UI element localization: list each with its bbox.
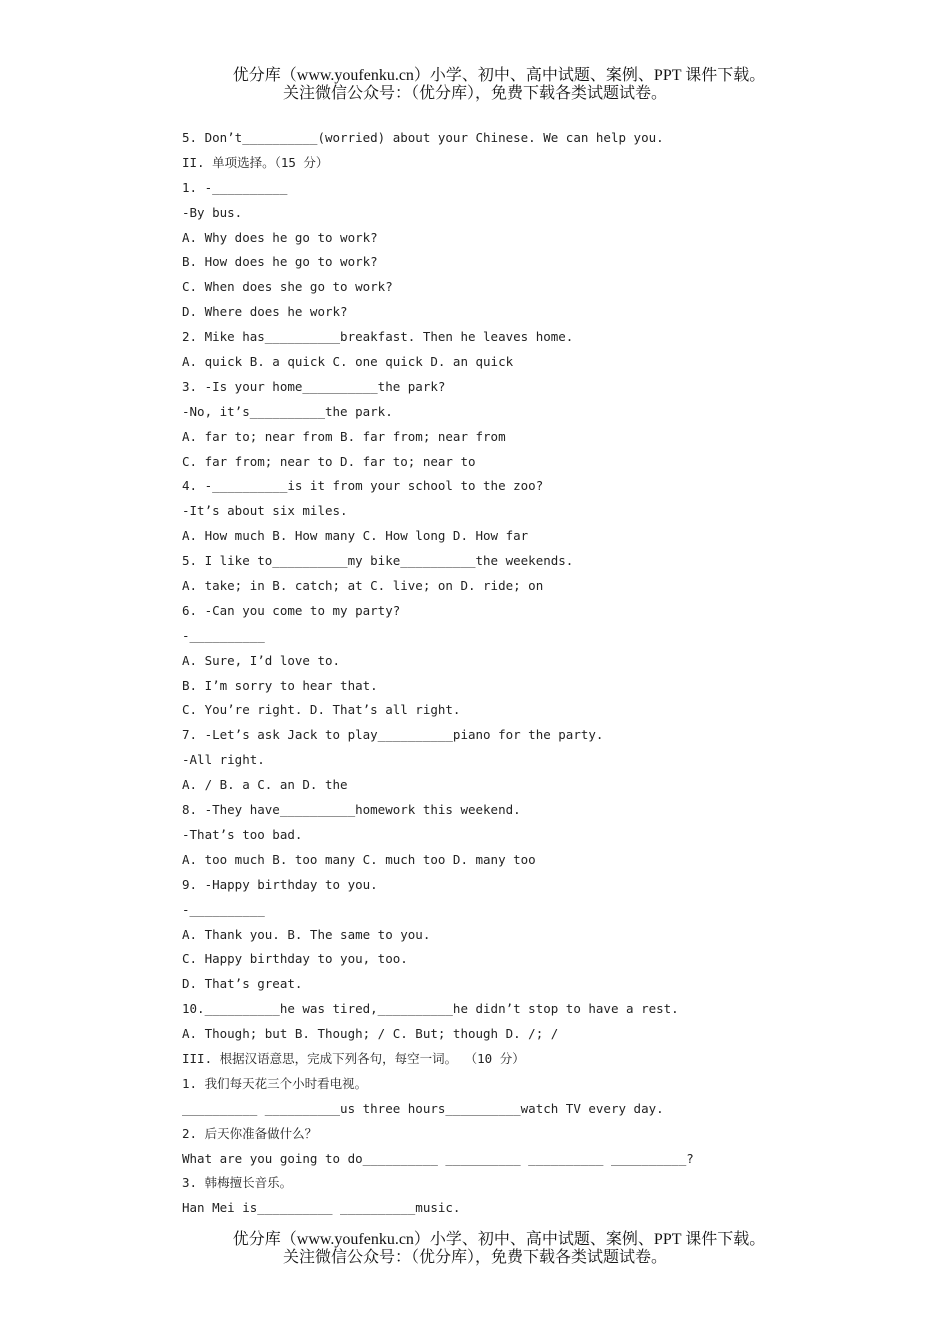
text-line: __________ __________us three hours__________watch TV every day. (182, 1100, 664, 1116)
page-footer (0, 1231, 950, 1267)
text-line: -__________ (182, 901, 265, 917)
text-line: -All right. (182, 752, 265, 768)
header-site-line: 优分库（www.youfenku.cn）小学、初中、高中试题、案例、PPT 课件下载。 (232, 67, 766, 84)
text-line: A. / B. a C. an D. the (182, 777, 348, 793)
text-line: 8. -They have__________homework this weekend. (182, 802, 521, 818)
text-line: A. quick B. a quick C. one quick D. an quick (182, 354, 514, 370)
text-line: III. 根据汉语意思，完成下列各句，每空一词。 （10 分） (182, 1050, 525, 1066)
text-line: A. Thank you. B. The same to you. (182, 926, 431, 942)
text-line: 3. -Is your home__________the park? (182, 378, 446, 394)
text-line: B. I’m sorry to hear that. (182, 677, 378, 693)
text-line: -No, it’s__________the park. (182, 403, 393, 419)
text-line: II. 单项选择。（15 分） (182, 154, 329, 170)
text-line: 2. 后天你准备做什么？ (182, 1125, 318, 1141)
text-line: 1. 我们每天花三个小时看电视。 (182, 1075, 368, 1091)
text-line: A. too much B. too many C. much too D. many too (182, 851, 536, 867)
text-line: B. How does he go to work? (182, 254, 378, 270)
text-line: -That’s too bad. (182, 826, 303, 842)
text-line: -__________ (182, 627, 265, 643)
text-line: 6. -Can you come to my party? (182, 602, 401, 618)
exam-content (182, 126, 782, 1221)
text-line: 1. -__________ (182, 179, 288, 195)
text-line: A. Sure, I’d love to. (182, 652, 341, 668)
text-line: 3. 韩梅擅长音乐。 (182, 1175, 293, 1191)
page-header (0, 67, 950, 103)
text-line: C. You’re right. D. That’s all right. (182, 702, 461, 718)
text-line: A. Though; but B. Though; / C. But; though D. /; / (182, 1026, 559, 1042)
footer-site-line: 优分库（www.youfenku.cn）小学、初中、高中试题、案例、PPT 课件下载。 (232, 1231, 766, 1248)
text-line: D. That’s great. (182, 976, 303, 992)
text-line: What are you going to do__________ __________ __________ __________? (182, 1150, 694, 1166)
text-line: -It’s about six miles. (182, 503, 348, 519)
text-line: C. When does she go to work? (182, 279, 393, 295)
text-line: A. How much B. How many C. How long D. How far (182, 528, 529, 544)
text-line: 4. -__________is it from your school to the zoo? (182, 478, 544, 494)
text-line: D. Where does he work? (182, 304, 348, 320)
text-line: 10.__________he was tired,__________he didn’t stop to have a rest. (182, 1001, 679, 1017)
text-line: A. far to; near from B. far from; near from (182, 428, 506, 444)
text-line: 9. -Happy birthday to you. (182, 876, 378, 892)
text-line: C. far from; near to D. far to; near to (182, 453, 476, 469)
text-line: 2. Mike has__________breakfast. Then he leaves home. (182, 329, 574, 345)
text-line: 5. Don’t__________(worried) about your Chinese. We can help you. (182, 130, 664, 145)
header-wechat-line: 关注微信公众号：（优分库），免费下载各类试题试卷。 (282, 85, 667, 102)
text-line: 7. -Let’s ask Jack to play__________piano for the party. (182, 727, 604, 743)
text-line: A. take; in B. catch; at C. live; on D. ride; on (182, 578, 544, 594)
footer-wechat-line: 关注微信公众号：（优分库），免费下载各类试题试卷。 (282, 1249, 667, 1266)
text-line: -By bus. (182, 204, 243, 220)
text-line: 5. I like to__________my bike__________the weekends. (182, 553, 574, 569)
text-line: Han Mei is__________ __________music. (182, 1200, 461, 1216)
text-line: C. Happy birthday to you, too. (182, 951, 408, 967)
text-line: A. Why does he go to work? (182, 229, 378, 245)
